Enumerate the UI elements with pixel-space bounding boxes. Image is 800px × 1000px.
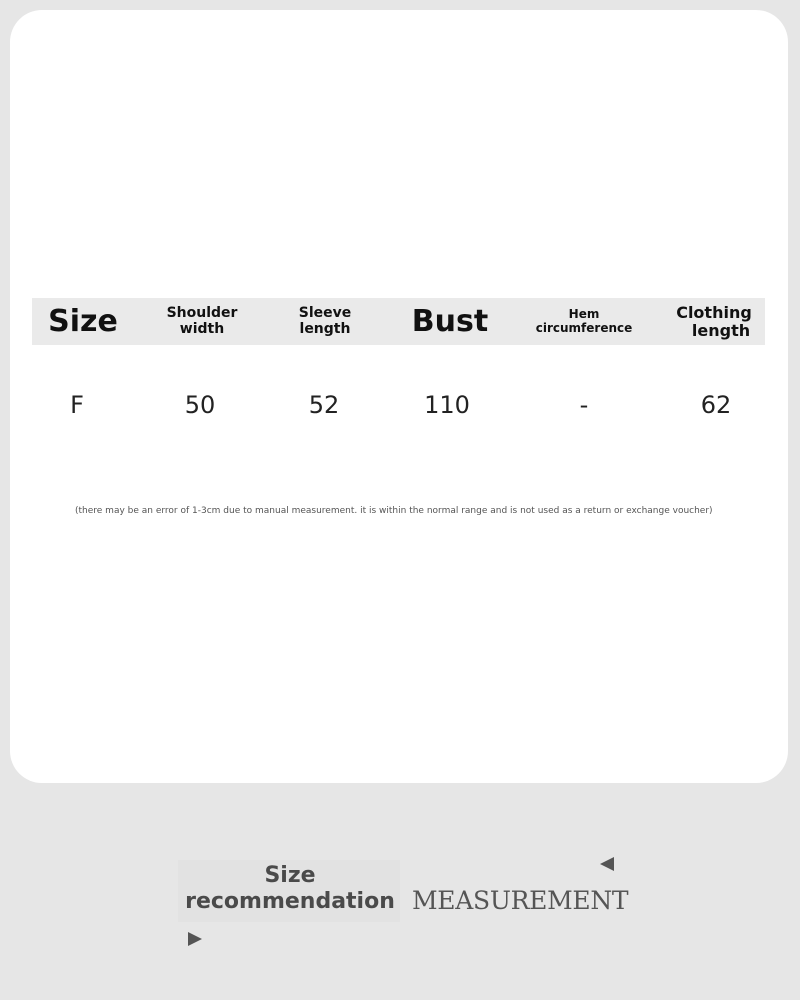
cell-bust: 110 xyxy=(424,391,470,419)
footer-title-line1: Size xyxy=(264,863,316,888)
triangle-left-icon xyxy=(600,857,614,871)
header-sleeve-length xyxy=(275,298,375,345)
header-hem-circumference xyxy=(524,298,644,345)
cell-shoulder-width: 50 xyxy=(184,391,216,419)
measurement-disclaimer: (there may be an error of 1-3cm due to manual measurement. it is within the normal range and is not used as a return or exchange voucher) xyxy=(75,506,713,516)
header-bust xyxy=(400,298,500,345)
measurement-heading: MEASUREMENT xyxy=(412,886,629,915)
header-bust-label: Bust xyxy=(411,304,489,339)
cell-hem-circumference: - xyxy=(579,391,589,419)
table-header-row xyxy=(32,298,765,345)
header-hem-line2: circumference xyxy=(535,320,633,335)
header-size-label: Size xyxy=(48,304,118,339)
triangle-right-icon xyxy=(188,932,202,946)
header-sleeve-line1: Sleeve xyxy=(298,305,352,322)
header-shoulder-line2: width xyxy=(179,320,225,337)
header-shoulder-line1: Shoulder xyxy=(166,305,238,322)
header-clothing-line2: length xyxy=(691,320,751,340)
cell-sleeve-length: 52 xyxy=(308,391,340,419)
size-chart-card xyxy=(10,10,788,783)
header-clothing-line1: Clothing xyxy=(676,302,752,322)
header-size xyxy=(32,298,134,345)
header-shoulder-width xyxy=(152,298,252,345)
header-clothing-length xyxy=(668,298,760,345)
footer-title xyxy=(180,863,400,915)
cell-clothing-length: 62 xyxy=(700,391,732,419)
footer-title-line2: recommendation xyxy=(185,889,395,914)
header-sleeve-line2: length xyxy=(299,320,351,337)
header-hem-line1: Hem xyxy=(568,307,600,322)
cell-size: F xyxy=(70,391,84,419)
